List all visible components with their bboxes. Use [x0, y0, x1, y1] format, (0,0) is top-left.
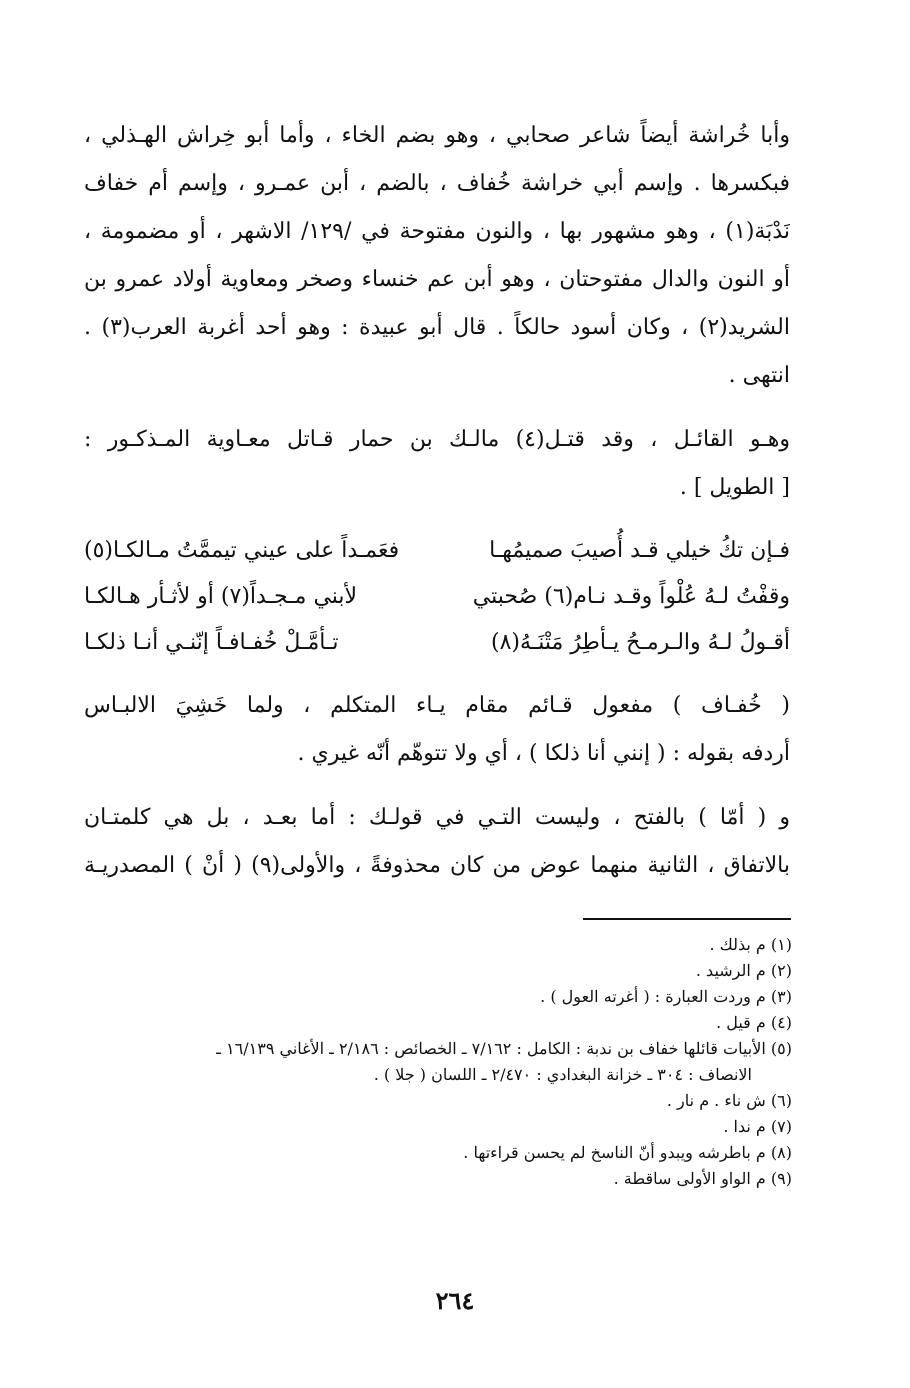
second-hemistich: لأبني مـجـداً(٧) أو لأثـأر هـالكـا	[84, 584, 358, 609]
footnote-2: (٢) م الرشيد .	[695, 961, 792, 980]
main-text	[84, 112, 790, 890]
footnotes	[80, 932, 792, 1192]
first-hemistich: وقفْتُ لـهُ عُلْواً وقـد نـام(٦) صُحبتي	[472, 584, 790, 609]
footnote-4: (٤) م قيل .	[716, 1013, 792, 1032]
footnote-1: (١) م بذلك .	[709, 935, 792, 954]
text-line: أو النون والدال مفتوحتان ، وهو أبن عم خنساء وصخر ومعاوية أولاد عمرو بن	[84, 267, 790, 292]
first-hemistich: فـإن تكُ خيلي قـد أُصيبَ صميمُهـا	[489, 538, 790, 563]
poem-verses	[84, 528, 790, 666]
text-line: الشريد(٢) ، وكان أسود حالكاً . قال أبو عبيدة : وهو أحد أغربة العرب(٣) .	[84, 315, 790, 340]
second-hemistich: فعَمـداً على عيني تيممَّتُ مـالكـا(٥)	[84, 538, 400, 563]
verse-2	[84, 574, 790, 620]
footnote-9: (٩) م الواو الأولى ساقطة .	[613, 1169, 792, 1188]
second-hemistich: تـأمَّـلْ خُفـافـاً إنّنـي أنـا ذلكـا	[84, 630, 339, 655]
text-line: فبكسرها . وإسم أبي خراشة خُفاف ، بالضم ، أبن عمـرو ، وإسم أم خفاف	[84, 171, 790, 196]
footnote-8: (٨) م باطرشه ويبدو أنّ الناسخ لم يحسن قراءتها .	[463, 1143, 792, 1162]
footnote-5-continued: الانصاف : ٣٠٤ ـ خزانة البغدادي : ٢/٤٧٠ ـ اللسان ( جلا ) .	[373, 1065, 752, 1084]
paragraph-1	[84, 112, 790, 400]
text-line: ( خُفـاف ) مفعول قـائم مقام يـاء المتكلم ، ولما خَشِيَ الالبـاس	[84, 693, 790, 718]
verse-1	[84, 528, 790, 574]
footnote-6: (٦) ش ناء . م نار .	[666, 1091, 792, 1110]
footnote-3: (٣) م وردت العبارة : ( أغرته العول ) .	[540, 987, 792, 1006]
text-line: وأبا خُراشة أيضاً شاعر صحابي ، وهو بضم الخاء ، وأما أبو خِراش الهـذلي ،	[84, 123, 790, 148]
text-line: وهـو القائـل ، وقد قتـل(٤) مالـك بن حمار قـاتل معـاوية المـذكـور :	[84, 427, 790, 452]
text-line: أردفه بقوله : ( إنني أنا ذلكا ) ، أي ولا تتوهّم أنّه غيري .	[297, 741, 790, 766]
first-hemistich: أقـولُ لـهُ والـرمـحُ يـأطِرُ مَتْنَـهُ(٨)	[490, 630, 790, 655]
text-line: بالاتفاق ، الثانية منهما عوض من كان محذوفةً ، والأولى(٩) ( أنْ ) المصدريـة	[84, 853, 790, 878]
text-line: انتهى .	[728, 363, 790, 388]
paragraph-3	[84, 682, 790, 778]
page-number: ٢٦٤	[435, 1286, 475, 1315]
footnote-7: (٧) م ندا .	[723, 1117, 792, 1136]
paragraph-2	[84, 416, 790, 512]
text-line: نَدْبَة(١) ، وهو مشهور بها ، والنون مفتوحة في /١٢٩/ الاشهر ، أو مضمومة ،	[84, 219, 790, 244]
footnote-5: (٥) الأبيات قائلها خفاف بن ندبة : الكامل : ٧/١٦٢ ـ الخصائص : ٢/١٨٦ ـ الأغاني ١٦/١٣٩ ـ	[216, 1039, 792, 1058]
verse-3	[84, 620, 790, 666]
paragraph-4	[84, 794, 790, 890]
footnote-separator	[583, 918, 791, 920]
text-line: و ( أمّا ) بالفتح ، وليست التـي في قولـك : أما بعـد ، بل هي كلمتـان	[84, 805, 790, 830]
meter-label: [ الطويل ] .	[679, 475, 790, 500]
